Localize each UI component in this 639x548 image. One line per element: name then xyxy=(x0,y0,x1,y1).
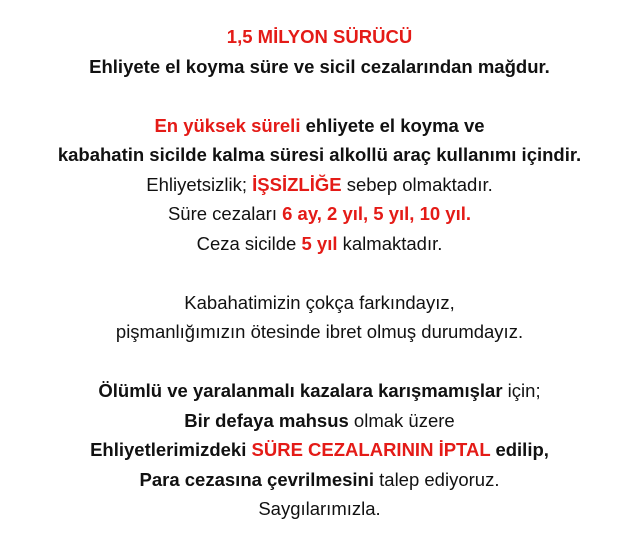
para3-line3 xyxy=(0,435,639,465)
text-segment: talep ediyoruz. xyxy=(374,468,500,490)
bold-text: Ölümlü ve yaralanmalı kazalara karışmamışlar xyxy=(98,380,503,401)
para3-line2 xyxy=(0,406,639,436)
para3-line4 xyxy=(0,465,639,495)
headline-subtitle: Ehliyete el koyma süre ve sicil cezalarından mağdur. xyxy=(89,55,550,77)
highlight-text: 5 yıl xyxy=(301,232,338,254)
para2-line2: pişmanlığımızın ötesinde ibret olmuş durumdayız. xyxy=(115,321,524,342)
para1-line2: kabahatin sicilde kalma süresi alkollü araç kullanımı içindir. xyxy=(57,144,582,165)
spacer xyxy=(0,81,639,111)
text-segment: kalmaktadır. xyxy=(337,232,443,254)
highlight-text: İŞSİZLİĞE xyxy=(252,173,342,195)
text-segment: olmak üzere xyxy=(348,409,455,431)
highlight-text: SÜRE CEZALARININ İPTAL xyxy=(251,439,491,460)
text-segment: edilip, xyxy=(490,439,549,460)
bold-text: Para cezasına çevrilmesini xyxy=(139,468,374,490)
headline-title: 1,5 MİLYON SÜRÜCÜ xyxy=(226,26,413,47)
para1-line4 xyxy=(0,199,639,229)
para1-line5 xyxy=(0,229,639,259)
para1-line3 xyxy=(0,170,639,200)
para2-line1: Kabahatimizin çokça farkındayız, xyxy=(184,291,455,313)
text-segment: için; xyxy=(502,380,541,401)
highlight-text: 6 ay, 2 yıl, 5 yıl, 10 yıl. xyxy=(282,203,472,224)
highlight-text: En yüksek süreli xyxy=(154,114,301,136)
text-segment: Ehliyetsizlik; xyxy=(146,173,253,195)
spacer xyxy=(0,347,639,377)
text-segment: Ehliyetlerimizdeki xyxy=(90,439,252,460)
text-segment: sebep olmaktadır. xyxy=(341,173,493,195)
bold-text: Bir defaya mahsus xyxy=(184,409,349,431)
para3-line1 xyxy=(0,376,639,406)
text-segment: Ceza sicilde xyxy=(196,232,302,254)
text-segment: Süre cezaları xyxy=(167,203,283,224)
closing-line: Saygılarımızla. xyxy=(258,498,381,519)
text-segment: ehliyete el koyma ve xyxy=(300,114,485,136)
spacer xyxy=(0,258,639,288)
para1-line1 xyxy=(0,111,639,141)
